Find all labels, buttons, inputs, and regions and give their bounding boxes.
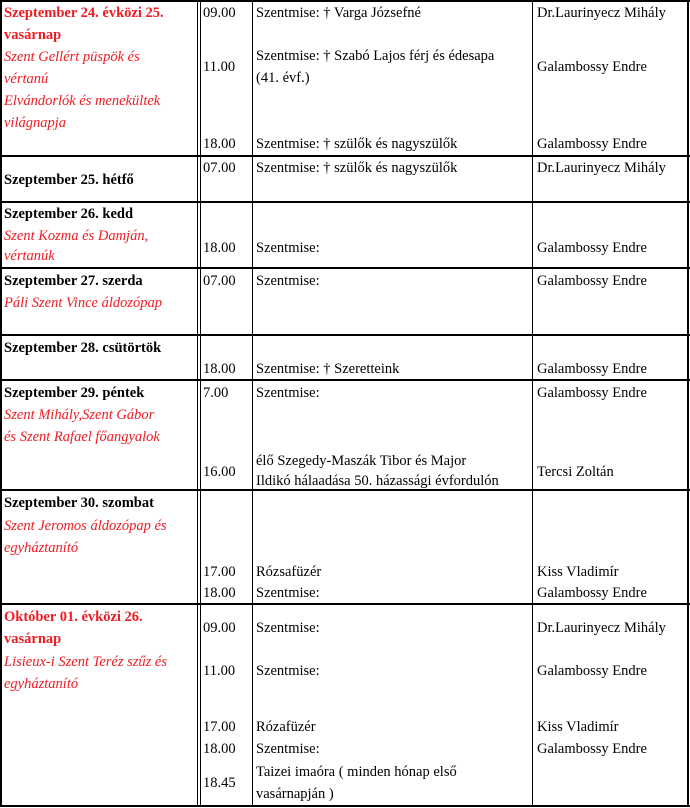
mass-time: 18.00 (203, 585, 236, 601)
feast-text: és Szent Rafael főangyalok (4, 429, 160, 445)
mass-time: 11.00 (203, 663, 236, 679)
priest-name: Galambossy Endre (537, 59, 647, 75)
mass-description: Szentmise: (256, 741, 320, 757)
mass-description: Szentmise: (256, 385, 320, 401)
priest-name: Galambossy Endre (537, 273, 647, 289)
table-border-right (687, 0, 689, 806)
day-heading: vasárnap (4, 27, 62, 43)
mass-time: 07.00 (203, 160, 236, 176)
mass-description: Szentmise: (256, 620, 320, 636)
feast-text: Lisieux-i Szent Teréz szűz és (4, 654, 167, 670)
mass-time: 18.00 (203, 136, 236, 152)
feast-text: Szent Jeromos áldozópap és (4, 518, 167, 534)
feast-text: Elvándorlók és menekültek (4, 93, 161, 109)
feast-text: vértanúk (4, 248, 55, 264)
mass-description: Rózafüzér (256, 719, 316, 735)
mass-description: Szentmise: † Szeretteink (256, 361, 400, 377)
mass-time: 7.00 (203, 385, 229, 401)
feast-text: világnapja (4, 115, 67, 131)
priest-name: Galambossy Endre (537, 663, 647, 679)
priest-name: Galambossy Endre (537, 385, 647, 401)
day-heading: Szeptember 26. kedd (4, 206, 134, 222)
mass-description: Szentmise: † Szabó Lajos férj és édesapa (256, 48, 495, 64)
mass-time: 17.00 (203, 719, 236, 735)
day-heading: Október 01. évközi 26. (4, 609, 143, 625)
mass-description: Taizei imaóra ( minden hónap első (256, 764, 457, 780)
mass-description: Szentmise: (256, 240, 320, 256)
section-divider (0, 334, 690, 336)
priest-name: Galambossy Endre (537, 136, 647, 152)
mass-description: Szentmise: † szülők és nagyszülők (256, 160, 458, 176)
table-border-bottom (0, 805, 690, 807)
feast-text: Páli Szent Vince áldozópap (4, 295, 162, 311)
mass-time: 18.00 (203, 240, 236, 256)
mass-description: Szentmise: (256, 273, 320, 289)
priest-name: Dr.Laurinyecz Mihály (537, 160, 666, 176)
day-heading: Szeptember 25. hétfő (4, 172, 134, 188)
mass-time: 09.00 (203, 620, 236, 636)
priest-name: Kiss Vladimír (537, 564, 619, 580)
mass-description: Ildikó hálaadása 50. házassági évfordulón (256, 473, 499, 489)
section-divider (0, 267, 690, 269)
column-divider-day (197, 0, 198, 806)
mass-description: Szentmise: † Varga Józsefné (256, 5, 421, 21)
feast-text: Szent Gellért püspök és (4, 49, 140, 65)
feast-text: vértanú (4, 71, 49, 87)
mass-description: vasárnapján ) (256, 786, 334, 802)
mass-time: 11.00 (203, 59, 236, 75)
priest-name: Dr.Laurinyecz Mihály (537, 620, 666, 636)
mass-time: 09.00 (203, 5, 236, 21)
priest-name: Galambossy Endre (537, 361, 647, 377)
table-border-left (0, 0, 2, 806)
priest-name: Dr.Laurinyecz Mihály (537, 5, 666, 21)
priest-name: Tercsi Zoltán (537, 464, 614, 480)
mass-description: Rózsafüzér (256, 564, 322, 580)
mass-description: Szentmise: † szülők és nagyszülők (256, 136, 458, 152)
day-heading: Szeptember 28. csütörtök (4, 340, 162, 356)
mass-time: 07.00 (203, 273, 236, 289)
mass-time: 17.00 (203, 564, 236, 580)
priest-name: Galambossy Endre (537, 585, 647, 601)
day-heading: Szeptember 24. évközi 25. (4, 5, 164, 21)
priest-name: Kiss Vladimír (537, 719, 619, 735)
column-divider-time-left (200, 0, 201, 806)
column-divider-time (252, 0, 253, 806)
mass-time: 18.00 (203, 741, 236, 757)
mass-time: 18.00 (203, 361, 236, 377)
mass-description: Szentmise: (256, 663, 320, 679)
mass-description: élő Szegedy-Maszák Tibor és Major (256, 453, 467, 469)
priest-name: Galambossy Endre (537, 741, 647, 757)
feast-text: egyháztanító (4, 540, 79, 556)
mass-description: (41. évf.) (256, 70, 310, 86)
day-heading: Szeptember 29. péntek (4, 385, 145, 401)
day-heading: vasárnap (4, 631, 62, 647)
column-divider-desc (532, 0, 533, 806)
day-heading: Szeptember 27. szerda (4, 273, 143, 289)
priest-name: Galambossy Endre (537, 240, 647, 256)
feast-text: Szent Mihály,Szent Gábor (4, 407, 155, 423)
feast-text: Szent Kozma és Damján, (4, 228, 149, 244)
mass-time: 16.00 (203, 464, 236, 480)
feast-text: egyháztanító (4, 676, 79, 692)
mass-description: Szentmise: (256, 585, 320, 601)
day-heading: Szeptember 30. szombat (4, 495, 154, 511)
mass-time: 18.45 (203, 775, 236, 791)
